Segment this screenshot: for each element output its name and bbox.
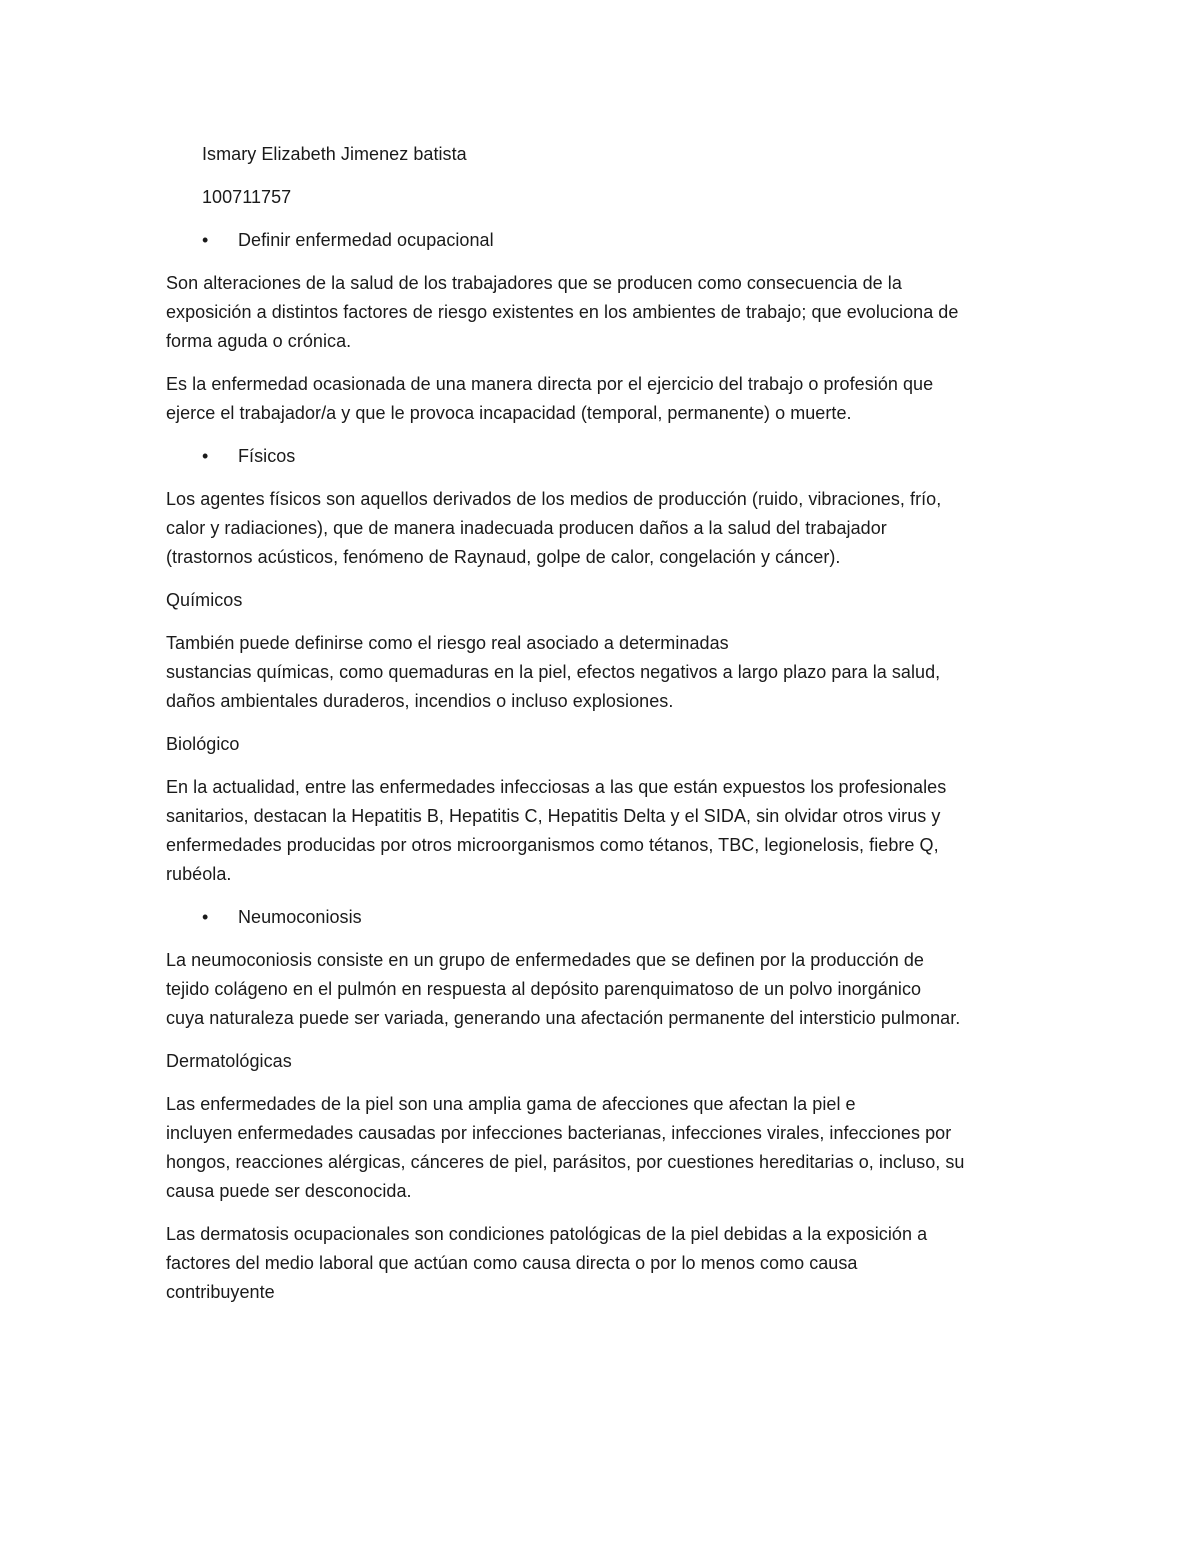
text-line: También puede definirse como el riesgo real asociado a determinadas [166, 633, 729, 653]
bullet-label: Definir enfermedad ocupacional [238, 230, 494, 250]
bullet-fisicos [166, 442, 1046, 471]
text-line: rubéola. [166, 864, 232, 884]
paragraph-definicion-2 [166, 370, 1046, 428]
paragraph-quimicos [166, 629, 1046, 716]
author-name: Ismary Elizabeth Jimenez batista [202, 144, 467, 164]
text-line: incluyen enfermedades causadas por infecciones bacterianas, infecciones virales, infecciones por [166, 1123, 952, 1143]
bullet-label: Físicos [238, 446, 296, 466]
text-line: Es la enfermedad ocasionada de una manera directa por el ejercicio del trabajo o profesión que [166, 374, 934, 394]
heading-quimicos: Químicos [166, 590, 243, 610]
paragraph-fisicos [166, 485, 1046, 572]
text-line: Son alteraciones de la salud de los trabajadores que se producen como consecuencia de la [166, 273, 902, 293]
text-line: causa puede ser desconocida. [166, 1181, 412, 1201]
text-line: tejido colágeno en el pulmón en respuesta al depósito parenquimatoso de un polvo inorgánico [166, 979, 922, 999]
bullet-definir [166, 226, 1046, 255]
heading-dermatologicas: Dermatológicas [166, 1051, 292, 1071]
text-line: Las enfermedades de la piel son una amplia gama de afecciones que afectan la piel e [166, 1094, 856, 1114]
text-line: daños ambientales duraderos, incendios o incluso explosiones. [166, 691, 674, 711]
text-line: hongos, reacciones alérgicas, cánceres de piel, parásitos, por cuestiones hereditarias o, incluso, su [166, 1152, 965, 1172]
text-line: exposición a distintos factores de riesgo existentes en los ambientes de trabajo; que evoluciona de [166, 302, 959, 322]
text-line: Los agentes físicos son aquellos derivados de los medios de producción (ruido, vibraciones, frío, [166, 489, 942, 509]
text-line: sustancias químicas, como quemaduras en la piel, efectos negativos a largo plazo para la salud, [166, 662, 941, 682]
text-line: forma aguda o crónica. [166, 331, 352, 351]
text-line: ejerce el trabajador/a y que le provoca incapacidad (temporal, permanente) o muerte. [166, 403, 852, 423]
text-line: En la actualidad, entre las enfermedades infecciosas a las que están expuestos los profesionales [166, 777, 947, 797]
text-line: enfermedades producidas por otros microorganismos como tétanos, TBC, legionelosis, fiebre Q, [166, 835, 939, 855]
student-id: 100711757 [202, 187, 292, 207]
document-body [166, 140, 1046, 1321]
paragraph-dermatologicas-1 [166, 1090, 1046, 1206]
text-line: (trastornos acústicos, fenómeno de Raynaud, golpe de calor, congelación y cáncer). [166, 547, 841, 567]
paragraph-dermatologicas-2 [166, 1220, 1046, 1307]
text-line: calor y radiaciones), que de manera inadecuada producen daños a la salud del trabajador [166, 518, 887, 538]
text-line: Las dermatosis ocupacionales son condiciones patológicas de la piel debidas a la exposición a [166, 1224, 928, 1244]
text-line: contribuyente [166, 1282, 275, 1302]
bullet-neumoconiosis [166, 903, 1046, 932]
bullet-label: Neumoconiosis [238, 907, 362, 927]
paragraph-neumoconiosis [166, 946, 1046, 1033]
text-line: sanitarios, destacan la Hepatitis B, Hepatitis C, Hepatitis Delta y el SIDA, sin olvidar otros virus y [166, 806, 941, 826]
bullet-dot-icon: • [202, 230, 209, 250]
text-line: factores del medio laboral que actúan como causa directa o por lo menos como causa [166, 1253, 858, 1273]
bullet-dot-icon: • [202, 446, 209, 466]
text-line: La neumoconiosis consiste en un grupo de enfermedades que se definen por la producción de [166, 950, 924, 970]
paragraph-biologico [166, 773, 1046, 889]
heading-biologico: Biológico [166, 734, 240, 754]
bullet-dot-icon: • [202, 907, 209, 927]
text-line: cuya naturaleza puede ser variada, generando una afectación permanente del intersticio pulmonar. [166, 1008, 961, 1028]
paragraph-definicion-1 [166, 269, 1046, 356]
